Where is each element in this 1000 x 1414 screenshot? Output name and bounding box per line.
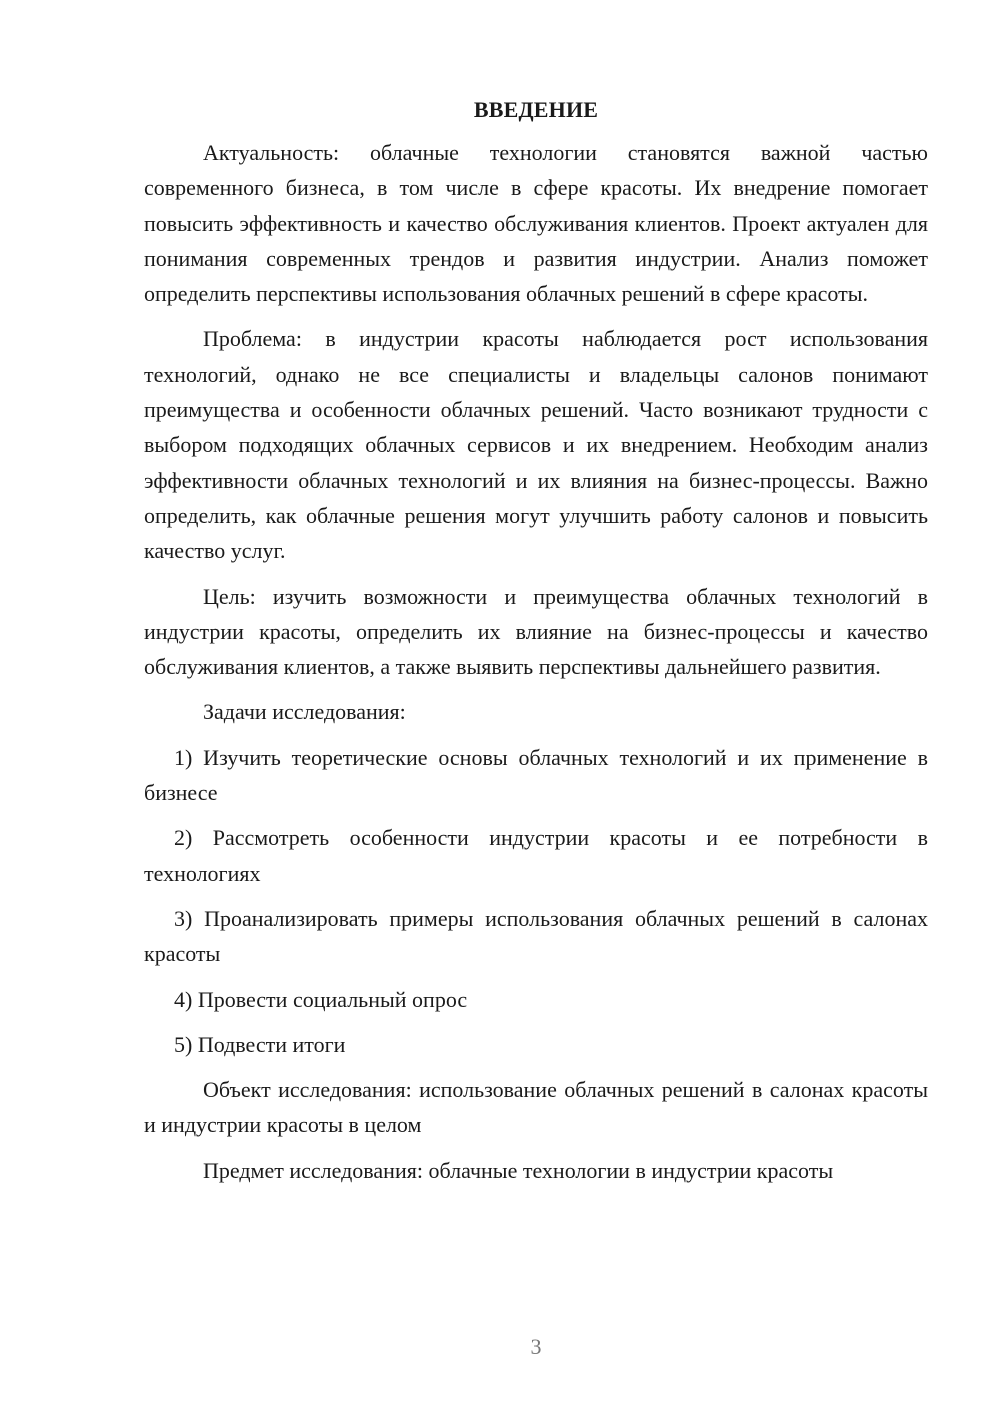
relevance-paragraph: Актуальность: облачные технологии становятся важной частью современного бизнеса, в том числе в сфере красоты. Их внедрение помогает повысить эффективность и качество обслуживания клиентов. Проект актуален для понимания современных трендов и развития индустрии. Анализ поможет определить перспективы использования облачных решений в сфере красоты.	[144, 140, 928, 307]
research-subject-paragraph: Предмет исследования: облачные технологии в индустрии красоты	[203, 1157, 834, 1183]
task-item-1: 1) Изучить теоретические основы облачных технологий и их применение в бизнесе	[144, 744, 928, 806]
task-item-5: 5) Подвести итоги	[174, 1031, 346, 1057]
page-content	[144, 92, 928, 1188]
task-item-3: 3) Проанализировать примеры использования облачных решений в салонах красоты	[144, 905, 928, 967]
research-object-paragraph: Объект исследования: использование облачных решений в салонах красоты и индустрии красоты в целом	[144, 1077, 928, 1138]
problem-paragraph: Проблема: в индустрии красоты наблюдается рост использования технологий, однако не все специалисты и владельцы салонов понимают преимущества и особенности облачных решений. Часто возникают трудности с выбором подходящих облачных сервисов и их внедрением. Необходим анализ эффективности облачных технологий и их влияния на бизнес-процессы. Важно определить, как облачные решения могут улучшить работу салонов и повысить качество услуг.	[144, 326, 928, 564]
page-number: 3	[530, 1334, 542, 1359]
goal-paragraph: Цель: изучить возможности и преимущества облачных технологий в индустрии красоты, определить их влияние на бизнес-процессы и качество обслуживания клиентов, а также выявить перспективы дальнейшего развития.	[144, 583, 928, 680]
section-title: ВВЕДЕНИЕ	[473, 97, 599, 122]
task-item-4: 4) Провести социальный опрос	[174, 986, 468, 1012]
task-item-2: 2) Рассмотреть особенности индустрии красоты и ее потребности в технологиях	[144, 825, 928, 886]
tasks-heading: Задачи исследования:	[203, 699, 406, 725]
